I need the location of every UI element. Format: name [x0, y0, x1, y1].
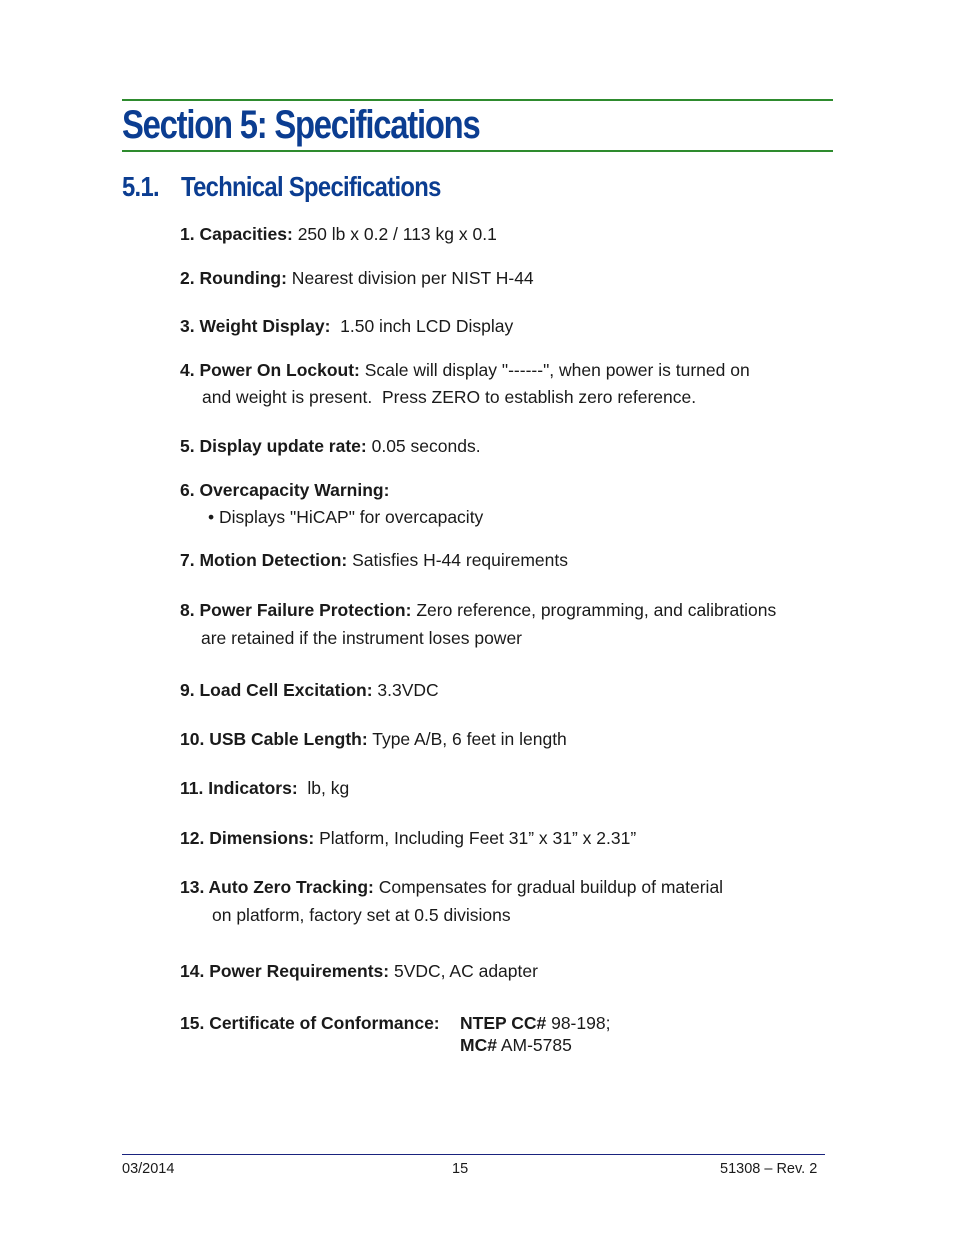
title-bottom-rule: [122, 150, 833, 152]
spec-item-capacities: [180, 223, 497, 245]
subsection-title: Technical Specifications: [181, 171, 441, 202]
spec-label: 4. Power On Lockout:: [180, 360, 360, 380]
spec-item-overcapacity-warning: [180, 479, 389, 501]
spec-value: Nearest division per NIST H-44: [286, 268, 534, 288]
spec-item-usb-cable-length: [180, 728, 567, 750]
spec-continuation: on platform, factory set at 0.5 divisions: [212, 905, 511, 925]
spec-item-display-update-rate: [180, 435, 481, 457]
spec-value: lb, kg: [297, 778, 350, 798]
spec-label: 12. Dimensions:: [180, 828, 315, 848]
spec-item-indicators: [180, 777, 349, 799]
spec-value: 5VDC, AC adapter: [389, 961, 538, 981]
spec-item-weight-display: [180, 315, 513, 337]
spec-label: 8. Power Failure Protection:: [180, 600, 412, 620]
spec-label: 9. Load Cell Excitation:: [180, 680, 373, 700]
footer-date: 03/2014: [122, 1161, 175, 1177]
spec-label: 11. Indicators:: [180, 778, 298, 798]
spec-label: 3. Weight Display:: [180, 316, 331, 336]
spec-bullet: • Displays "HiCAP" for overcapacity: [208, 507, 484, 527]
spec-label: 10. USB Cable Length:: [180, 729, 368, 749]
spec-value: 250 lb x 0.2 / 113 kg x 0.1: [292, 224, 497, 244]
subsection-number: 5.1.: [122, 171, 159, 202]
spec-value: Zero reference, programming, and calibrations: [411, 600, 777, 620]
page-number: 15: [452, 1161, 469, 1177]
spec-value: 98-198;: [546, 1013, 611, 1033]
spec-value: Satisfies H-44 requirements: [347, 550, 569, 570]
spec-continuation: are retained if the instrument loses power: [201, 628, 522, 648]
spec-value: Compensates for gradual buildup of material: [373, 877, 724, 897]
footer-doc-number: 51308 – Rev. 2: [720, 1161, 818, 1177]
spec-value: 3.3VDC: [372, 680, 439, 700]
spec-label: 6. Overcapacity Warning:: [180, 480, 390, 500]
footer-rule: [122, 1154, 825, 1155]
spec-value-label: MC#: [460, 1035, 497, 1055]
spec-item-power-on-lockout: [180, 359, 750, 381]
spec-item-auto-zero-tracking: [180, 876, 723, 898]
spec-item-power-failure-protection: [180, 599, 776, 621]
section-title: Section 5: Specifications: [122, 103, 480, 147]
spec-value: 0.05 seconds.: [366, 436, 481, 456]
spec-item-rounding: [180, 267, 534, 289]
spec-value: Platform, Including Feet 31” x 31” x 2.31”: [314, 828, 637, 848]
spec-label: 15. Certificate of Conformance:: [180, 1013, 440, 1033]
spec-label: 13. Auto Zero Tracking:: [180, 877, 374, 897]
spec-continuation: and weight is present. Press ZERO to establish zero reference.: [202, 387, 697, 407]
spec-value-label: NTEP CC#: [460, 1013, 547, 1033]
spec-item-power-requirements: [180, 960, 538, 982]
spec-value: 1.50 inch LCD Display: [330, 316, 514, 336]
spec-value: Scale will display "------", when power is turned on: [359, 360, 750, 380]
spec-value: Type A/B, 6 feet in length: [367, 729, 567, 749]
spec-item-dimensions: [180, 827, 636, 849]
spec-label: 1. Capacities:: [180, 224, 293, 244]
spec-label: 7. Motion Detection:: [180, 550, 348, 570]
spec-item-load-cell-excitation: [180, 679, 439, 701]
ntep-cc-line: [460, 1012, 610, 1034]
spec-value: AM-5785: [496, 1035, 572, 1055]
spec-item-certificate-of-conformance: [180, 1012, 440, 1034]
spec-label: 5. Display update rate:: [180, 436, 367, 456]
mc-line: [460, 1034, 572, 1056]
spec-item-motion-detection: [180, 549, 568, 571]
spec-label: 2. Rounding:: [180, 268, 287, 288]
spec-label: 14. Power Requirements:: [180, 961, 390, 981]
